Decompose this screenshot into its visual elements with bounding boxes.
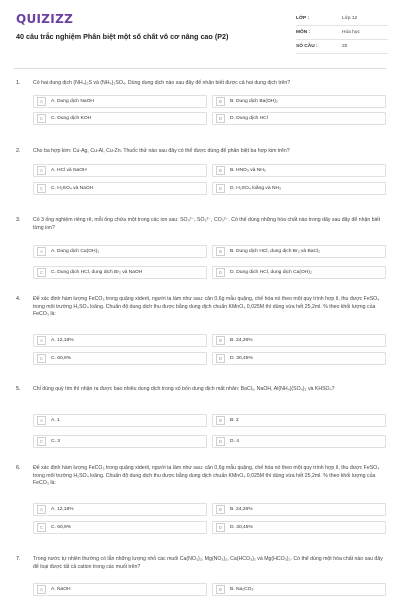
option-letter: D <box>216 184 225 193</box>
option-b[interactable] <box>212 414 386 427</box>
question-text: Chỉ dùng quỳ tím thì nhận ra được bao nhiêu dung dịch trong số bốn dung dịch mất nhãn: BaCl₂, NaOH, Al(NH₄)(SO₄)₂ và KHSO₄? <box>33 386 335 392</box>
option-d[interactable] <box>212 112 386 125</box>
option-a[interactable] <box>33 95 207 108</box>
option-letter: A <box>37 166 46 175</box>
question-number: 7. <box>16 556 21 562</box>
option-a[interactable] <box>33 414 207 427</box>
option-a[interactable] <box>33 583 207 596</box>
option-text: D. Dung dịch HCl <box>230 116 268 121</box>
option-letter: B <box>216 505 225 514</box>
option-c[interactable] <box>33 521 207 534</box>
option-a[interactable] <box>33 164 207 177</box>
option-letter: B <box>216 97 225 106</box>
option-b[interactable] <box>212 95 386 108</box>
option-letter: A <box>37 505 46 514</box>
option-letter: A <box>37 336 46 345</box>
meta-row-question-count <box>296 40 388 54</box>
option-c[interactable] <box>33 352 207 365</box>
option-letter: B <box>216 585 225 594</box>
question-text: Cho ba hợp kim: Cu-Ag, Cu-Al, Cu-Zn. Thuốc thử nào sau đây có thể được dùng để phân biệt ba hợp kim trên? <box>33 148 290 154</box>
worksheet-meta <box>296 12 388 54</box>
option-b[interactable] <box>212 334 386 347</box>
option-text: C. 3 <box>51 439 60 444</box>
option-text: B. HNO₃ và NH₃ <box>230 168 266 173</box>
meta-value: Lớp 12 <box>342 16 358 21</box>
option-c[interactable] <box>33 435 207 448</box>
meta-key: LỚP : <box>296 16 310 21</box>
option-letter: C <box>37 354 46 363</box>
quizizz-logo: QUIZIZZ <box>16 12 74 26</box>
option-text: A. Dung dịch NaOH <box>51 99 94 104</box>
worksheet-title: 40 câu trắc nghiệm Phân biệt một số chất vô cơ nâng cao (P2) <box>16 32 229 41</box>
option-c[interactable] <box>33 112 207 125</box>
option-c[interactable] <box>33 266 207 279</box>
option-text: C. 60,9% <box>51 356 72 361</box>
option-a[interactable] <box>33 503 207 516</box>
option-text: C. Dung dịch HCl, dung dịch Br₂ và NaOH <box>51 270 143 275</box>
question-number: 5. <box>16 386 21 392</box>
option-text: A. 12,18% <box>51 507 74 512</box>
option-letter: A <box>37 247 46 256</box>
option-text: B. 24,26% <box>230 507 253 512</box>
meta-value: 20 <box>342 44 348 49</box>
question-number: 1. <box>16 80 21 86</box>
option-d[interactable] <box>212 352 386 365</box>
option-letter: C <box>37 268 46 277</box>
question-text: Để xác định hàm lượng FeCO₃ trong quặng xiderit, người ta làm như sau: cân 0,6g mẫu quặng, chế hóa nó theo một quy trình hợp lí, thu được FeSO₄ trong môi trường H₂SO₄ loãng. Chuẩn độ dung dịch thu được bằng dung dịch chuẩn KMnO₄ 0,025M thì dùng vừa hết 25,2ml. % theo khối lượng của FeCO₃ là: <box>33 296 380 318</box>
header-divider <box>14 68 386 69</box>
question-text: Để xác định hàm lượng FeCO₃ trong quặng xiderit, người ta làm như sau: cân 0,6g mẫu quặng, chế hóa nó theo một quy trình hợp lí, thu được FeSO₄ trong môi trường H₂SO₄ loãng. Chuẩn độ dung dịch thu được bằng dung dịch chuẩn KMnO₄ 0,025M thì dùng vừa hết 25,2ml. % theo khối lượng của FeCO₃ là: <box>33 465 380 487</box>
option-letter: C <box>37 523 46 532</box>
question-text: Có 3 ống nghiệm riêng rẽ, mỗi ống chứa một trong các ion sau: SO₄²⁻, SO₃²⁻, CO₃²⁻. Có thể dùng những hóa chất nào trong dãy sau đây để nhận biết từng ion? <box>33 217 381 231</box>
option-text: A. Dung dịch Ca(OH)₂ <box>51 249 100 254</box>
option-letter: A <box>37 585 46 594</box>
question-text: Trong nước tự nhiên thường có lẫn những lượng nhỏ các muối Ca(NO₃)₂, Mg(NO₃)₂, Ca(HCO₃)₂ và Mg(HCO₃)₂. Có thể dùng một hóa chất nào sau đây để loại được tất cả cation trong các muối trên? <box>33 556 383 570</box>
option-letter: C <box>37 114 46 123</box>
option-text: D. Dung dịch HCl, dung dịch Ca(OH)₂ <box>230 270 312 275</box>
option-text: D. H₂SO₄ loãng và NH₃ <box>230 186 282 191</box>
option-letter: D <box>216 114 225 123</box>
option-text: D. 30,45% <box>230 525 253 530</box>
meta-value: Hóa học <box>342 30 360 35</box>
option-text: A. NaOH <box>51 587 71 592</box>
option-letter: C <box>37 184 46 193</box>
option-text: B. 24,26% <box>230 338 253 343</box>
option-letter: A <box>37 416 46 425</box>
question-number: 6. <box>16 465 21 471</box>
option-letter: B <box>216 416 225 425</box>
option-letter: B <box>216 166 225 175</box>
option-d[interactable] <box>212 182 386 195</box>
option-text: D. 4 <box>230 439 239 444</box>
question-number: 3. <box>16 217 21 223</box>
meta-row-subject <box>296 26 388 40</box>
question-number: 4. <box>16 296 21 302</box>
option-b[interactable] <box>212 245 386 258</box>
question-text: Có hai dung dịch (NH₄)₂S và (NH₄)₂SO₄. Dùng dung dịch nào sau đây để nhận biết được cả hai dung dịch trên? <box>33 80 291 86</box>
meta-key: MÔN : <box>296 30 311 35</box>
meta-key: SỐ CÂU : <box>296 44 318 49</box>
option-a[interactable] <box>33 245 207 258</box>
option-a[interactable] <box>33 334 207 347</box>
option-text: A. 12,18% <box>51 338 74 343</box>
option-text: B. Dung dịch Ba(OH)₂ <box>230 99 278 104</box>
option-b[interactable] <box>212 164 386 177</box>
option-text: C. H₂SO₄ và NaOH <box>51 186 94 191</box>
option-letter: C <box>37 437 46 446</box>
option-b[interactable] <box>212 503 386 516</box>
worksheet-header <box>0 0 400 62</box>
option-text: A. HCl và NaOH <box>51 168 87 173</box>
option-text: B. Na₂CO₃ <box>230 587 254 592</box>
option-text: C. Dung dịch KOH <box>51 116 92 121</box>
meta-row-grade <box>296 12 388 26</box>
option-d[interactable] <box>212 266 386 279</box>
option-text: C. 60,9% <box>51 525 72 530</box>
option-letter: D <box>216 437 225 446</box>
option-letter: D <box>216 354 225 363</box>
option-letter: D <box>216 523 225 532</box>
option-d[interactable] <box>212 435 386 448</box>
option-letter: D <box>216 268 225 277</box>
option-text: B. Dung dịch HCl, dung dịch Br₂ và BaCl₂ <box>230 249 320 254</box>
option-text: D. 30,45% <box>230 356 253 361</box>
option-d[interactable] <box>212 521 386 534</box>
option-letter: A <box>37 97 46 106</box>
option-text: A. 1 <box>51 418 60 423</box>
option-letter: B <box>216 247 225 256</box>
option-c[interactable] <box>33 182 207 195</box>
option-letter: B <box>216 336 225 345</box>
option-b[interactable] <box>212 583 386 596</box>
question-number: 2. <box>16 148 21 154</box>
option-text: B. 2 <box>230 418 239 423</box>
